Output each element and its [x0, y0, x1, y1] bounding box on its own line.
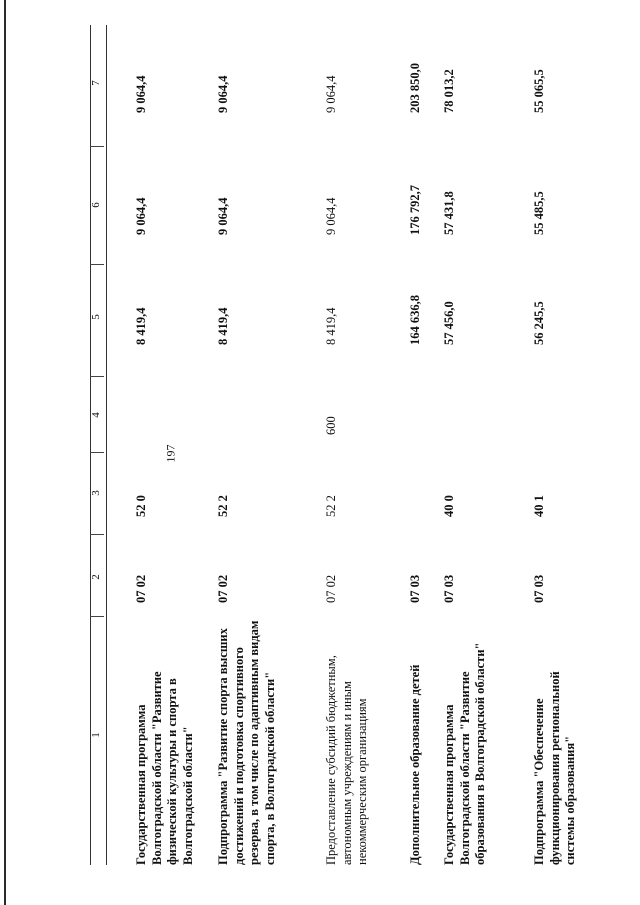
- expense-type: 600: [324, 416, 338, 435]
- amount-col5: 8 419,4: [134, 307, 148, 345]
- column-number: 4: [90, 412, 102, 418]
- column-divider: [90, 534, 104, 535]
- amount-col6: 9 064,4: [324, 197, 338, 235]
- row-name: Государственная программа Волгоградской области "Развитие образования в Волгоградской области": [442, 642, 487, 865]
- amount-col7: 78 013,2: [442, 69, 456, 113]
- column-number: 2: [90, 574, 102, 580]
- page-number: 197: [163, 444, 178, 463]
- budget-table: [90, 25, 610, 865]
- section-code: 07 03: [442, 574, 456, 603]
- row-name: Подпрограмма "Обеспечение функционирования региональной системы образования": [532, 671, 577, 865]
- column-number: 5: [90, 314, 102, 320]
- column-number: 3: [90, 490, 102, 496]
- column-divider: [90, 376, 104, 377]
- row-name: Предоставление субсидий бюджетным, автономным учреждениям и иным некоммерческим организациям: [324, 655, 369, 865]
- program-code: 52 2: [216, 495, 230, 517]
- section-code: 07 02: [216, 574, 230, 603]
- column-number: 1: [90, 732, 102, 738]
- program-code: 52 0: [134, 495, 148, 517]
- program-code: 40 1: [532, 495, 546, 517]
- amount-col5: 56 245,5: [532, 301, 546, 345]
- amount-col5: 57 456,0: [442, 301, 456, 345]
- column-divider: [90, 452, 104, 453]
- column-divider: [90, 616, 104, 617]
- amount-col6: 55 485,5: [532, 191, 546, 235]
- column-divider: [90, 146, 104, 147]
- header-bottom-rule: [106, 25, 107, 865]
- section-code: 07 02: [324, 574, 338, 603]
- amount-col6: 176 792,7: [408, 185, 422, 235]
- row-name: Подпрограмма "Развитие спорта высших достижений и подготовка спортивного резерва, в том числе по адаптивным видам спорта, в Волгоградской области": [216, 620, 277, 865]
- amount-col7: 203 850,0: [408, 63, 422, 113]
- page-edge: [4, 0, 6, 905]
- amount-col7: 9 064,4: [134, 75, 148, 113]
- amount-col7: 55 065,5: [532, 69, 546, 113]
- amount-col6: 57 431,8: [442, 191, 456, 235]
- section-code: 07 02: [134, 574, 148, 603]
- amount-col7: 9 064,4: [324, 75, 338, 113]
- program-code: 40 0: [442, 495, 456, 517]
- amount-col7: 9 064,4: [216, 75, 230, 113]
- row-name: Государственная программа Волгоградской области "Развитие физической культуры и спорта в Волгоградской области": [134, 671, 195, 865]
- program-code: 52 2: [324, 495, 338, 517]
- column-number: 7: [90, 80, 102, 86]
- amount-col5: 8 419,4: [324, 307, 338, 345]
- column-divider: [90, 264, 104, 265]
- amount-col6: 9 064,4: [216, 197, 230, 235]
- row-name: Дополнительное образование детей: [408, 664, 422, 865]
- amount-col6: 9 064,4: [134, 197, 148, 235]
- section-code: 07 03: [408, 574, 422, 603]
- amount-col5: 8 419,4: [216, 307, 230, 345]
- amount-col5: 164 636,8: [408, 295, 422, 345]
- column-number: 6: [90, 202, 102, 208]
- section-code: 07 03: [532, 574, 546, 603]
